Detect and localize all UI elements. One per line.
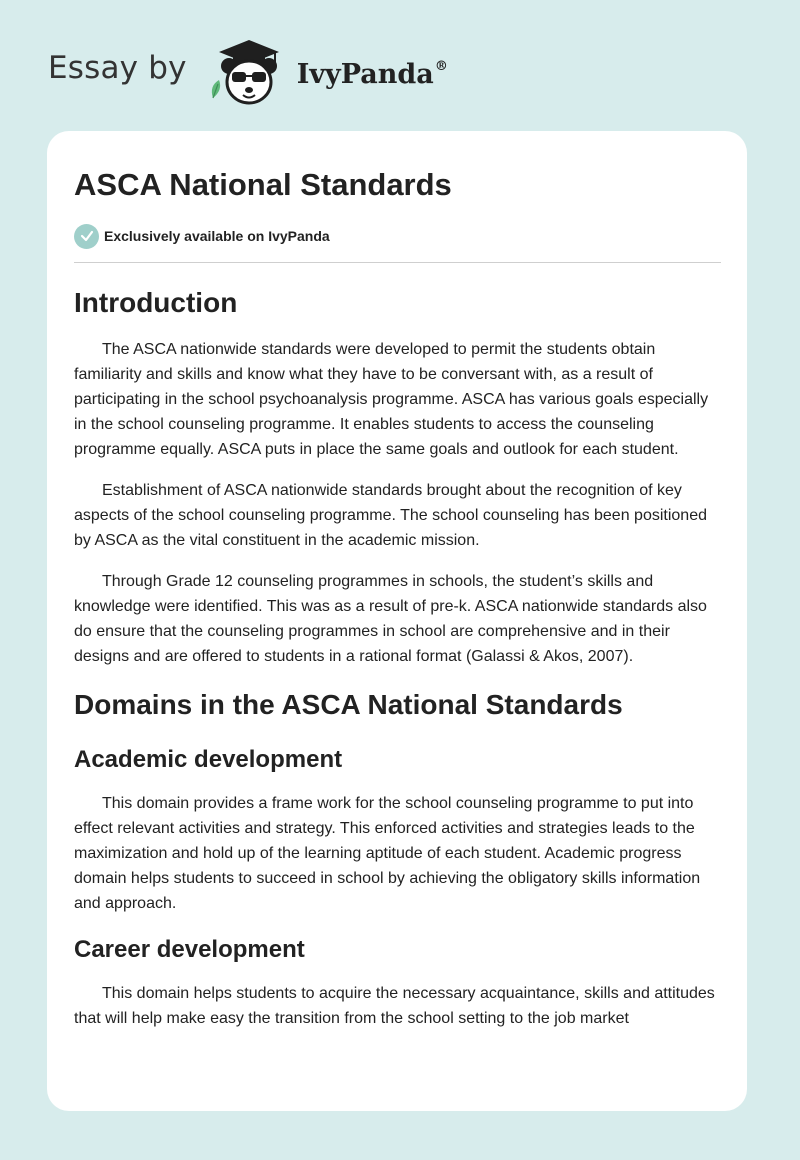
panda-logo-icon: [205, 36, 293, 108]
registered-mark: ®: [434, 58, 448, 74]
intro-paragraph-2: Establishment of ASCA nationwide standards brought about the recognition of key aspects of the school counseling programme. The school counseling has been positioned by ASCA as the vital constituent in the academic mission.: [74, 482, 707, 549]
essay-by-label: Essay by: [48, 50, 187, 86]
brand-name: IvyPanda®: [296, 58, 448, 90]
title-divider: [74, 262, 721, 263]
exclusive-badge: [74, 222, 721, 250]
intro-paragraph-1: The ASCA nationwide standards were developed to permit the students obtain familiarity and skills and know what they have to be conversant with, as a result of participating in the school psychoanalysis programme. ASCA has various goals especially in the school counseling programme. It enables students to access the counseling programme equally. ASCA puts in place the same goals and outlook for each student.: [74, 341, 709, 458]
check-circle-icon: [74, 224, 99, 249]
domains-heading: Domains in the ASCA National Standards: [74, 689, 623, 720]
site-header: [48, 36, 448, 108]
page-title: ASCA National Standards: [74, 167, 452, 202]
ivypanda-logo[interactable]: [205, 36, 448, 108]
intro-paragraph-3: Through Grade 12 counseling programmes in schools, the student’s skills and knowledge were identified. This was as a result of pre-k. ASCA nationwide standards also do ensure that the counseling programmes in school are comprehensive and in their designs and are offered to students in a rational format (Galassi & Akos, 2007).: [74, 573, 707, 665]
article-card: [47, 131, 747, 1111]
academic-development-heading: Academic development: [74, 746, 343, 773]
introduction-heading: Introduction: [74, 287, 238, 318]
exclusive-badge-label: Exclusively available on IvyPanda: [104, 228, 330, 244]
career-development-heading: Career development: [74, 936, 305, 963]
career-paragraph: This domain helps students to acquire the necessary acquaintance, skills and attitudes that will help make easy the transition from the school setting to the job market: [74, 985, 715, 1027]
academic-paragraph: This domain provides a frame work for the school counseling programme to put into effect relevant activities and strategy. This enforced activities and strategies leads to the maximization and hold up of the learning aptitude of each student. Academic progress domain helps students to succeed in school by achieving the obligatory skills information and approach.: [74, 795, 701, 912]
